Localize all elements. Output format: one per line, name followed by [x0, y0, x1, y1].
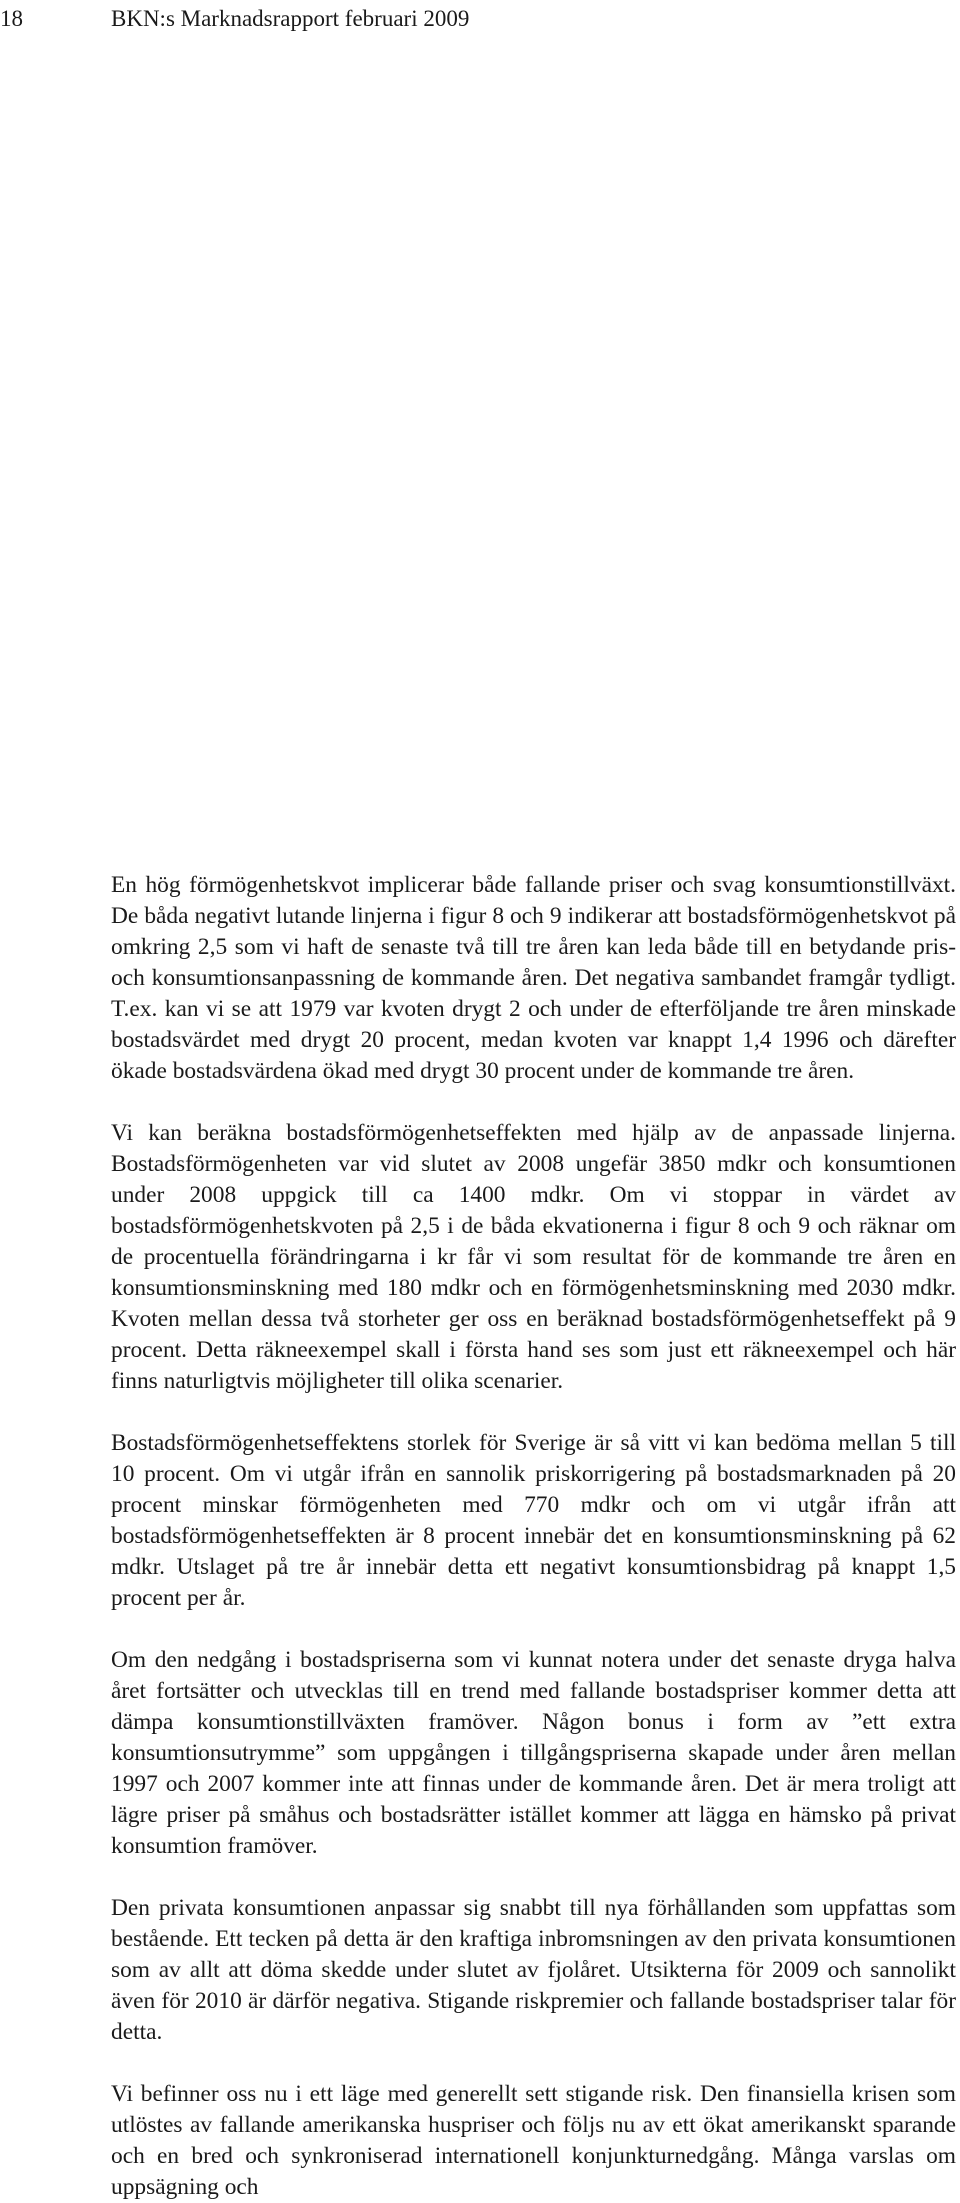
paragraph: Bostadsförmögenhetseffektens storlek för Sverige är så vitt vi kan bedöma mellan 5 till 10 procent. Om vi utgår ifrån en sannolik priskorrigering på bostadsmarknaden på 20 procent minskar förmögenheten med 770 mdkr och om vi utgår ifrån att bostadsförmögenhetseffekten är 8 procent innebär det en konsumtionsminskning på 62 mdkr. Utslaget på tre år innebär detta ett negativt konsumtionsbidrag på knappt 1,5 procent per år.	[111, 1430, 956, 1611]
paragraph: Den privata konsumtionen anpassar sig snabbt till nya förhållanden som uppfattas som bestående. Ett tecken på detta är den kraftiga inbromsningen av den privata konsumtionen som av allt att döma skedde under slutet av fjolåret. Utsikterna för 2009 och sannolikt även för 2010 är därför negativa. Stigande riskpremier och fallande bostadspriser talar för detta.	[111, 1895, 956, 2045]
running-title: BKN:s Marknadsrapport februari 2009	[111, 6, 470, 31]
paragraph: Vi befinner oss nu i ett läge med generellt sett stigande risk. Den finansiella krisen som utlöstes av fallande amerikanska huspriser och följs nu av ett ökat amerikanskt sparande och en bred och synkroniserad internationell konjunkturnedgång. Många varslas om uppsägning och	[111, 2081, 956, 2200]
body-text	[111, 870, 956, 2203]
page-number: 18	[0, 6, 23, 31]
paragraph: En hög förmögenhetskvot implicerar både fallande priser och svag konsumtionstillväxt. De båda negativt lutande linjerna i figur 8 och 9 indikerar att bostadsförmögenhetskvot på omkring 2,5 som vi haft de senaste två till tre åren kan leda både till en betydande pris- och konsumtionsanpassning de kommande åren. Det negativa sambandet framgår tydligt. T.ex. kan vi se att 1979 var kvoten drygt 2 och under de efterföljande tre åren minskade bostadsvärdet med drygt 20 procent, medan kvoten var knappt 1,4 1996 och därefter ökade bostadsvärdena ökad med drygt 30 procent under de kommande tre åren.	[111, 872, 956, 1084]
paragraph: Om den nedgång i bostadspriserna som vi kunnat notera under det senaste dryga halva året fortsätter och utvecklas till en trend med fallande bostadspriser kommer detta att dämpa konsumtionstillväxten framöver. Någon bonus i form av ”ett extra konsumtionsutrymme” som uppgången i tillgångspriserna skapade under åren mellan 1997 och 2007 kommer inte att finnas under de kommande åren. Det är mera troligt att lägre priser på småhus och bostadsrätter istället kommer att lägga en hämsko på privat konsumtion framöver.	[111, 1647, 956, 1859]
paragraph: Vi kan beräkna bostadsförmögenhetseffekten med hjälp av de anpassade linjerna. Bostadsförmögenheten var vid slutet av 2008 ungefär 3850 mdkr och konsumtionen under 2008 uppgick till ca 1400 mdkr. Om vi stoppar in värdet av bostadsförmögenhetskvoten på 2,5 i de båda ekvationerna i figur 8 och 9 och räknar om de procentuella förändringarna i kr får vi som resultat för de kommande tre åren en konsumtionsminskning med 180 mdkr och en förmögenhetsminskning med 2030 mdkr. Kvoten mellan dessa två storheter ger oss en beräknad bostadsförmögenhetseffekt på 9 procent. Detta räkneexempel skall i första hand ses som just ett räkneexempel och här finns naturligtvis möjligheter till olika scenarier.	[111, 1120, 956, 1394]
